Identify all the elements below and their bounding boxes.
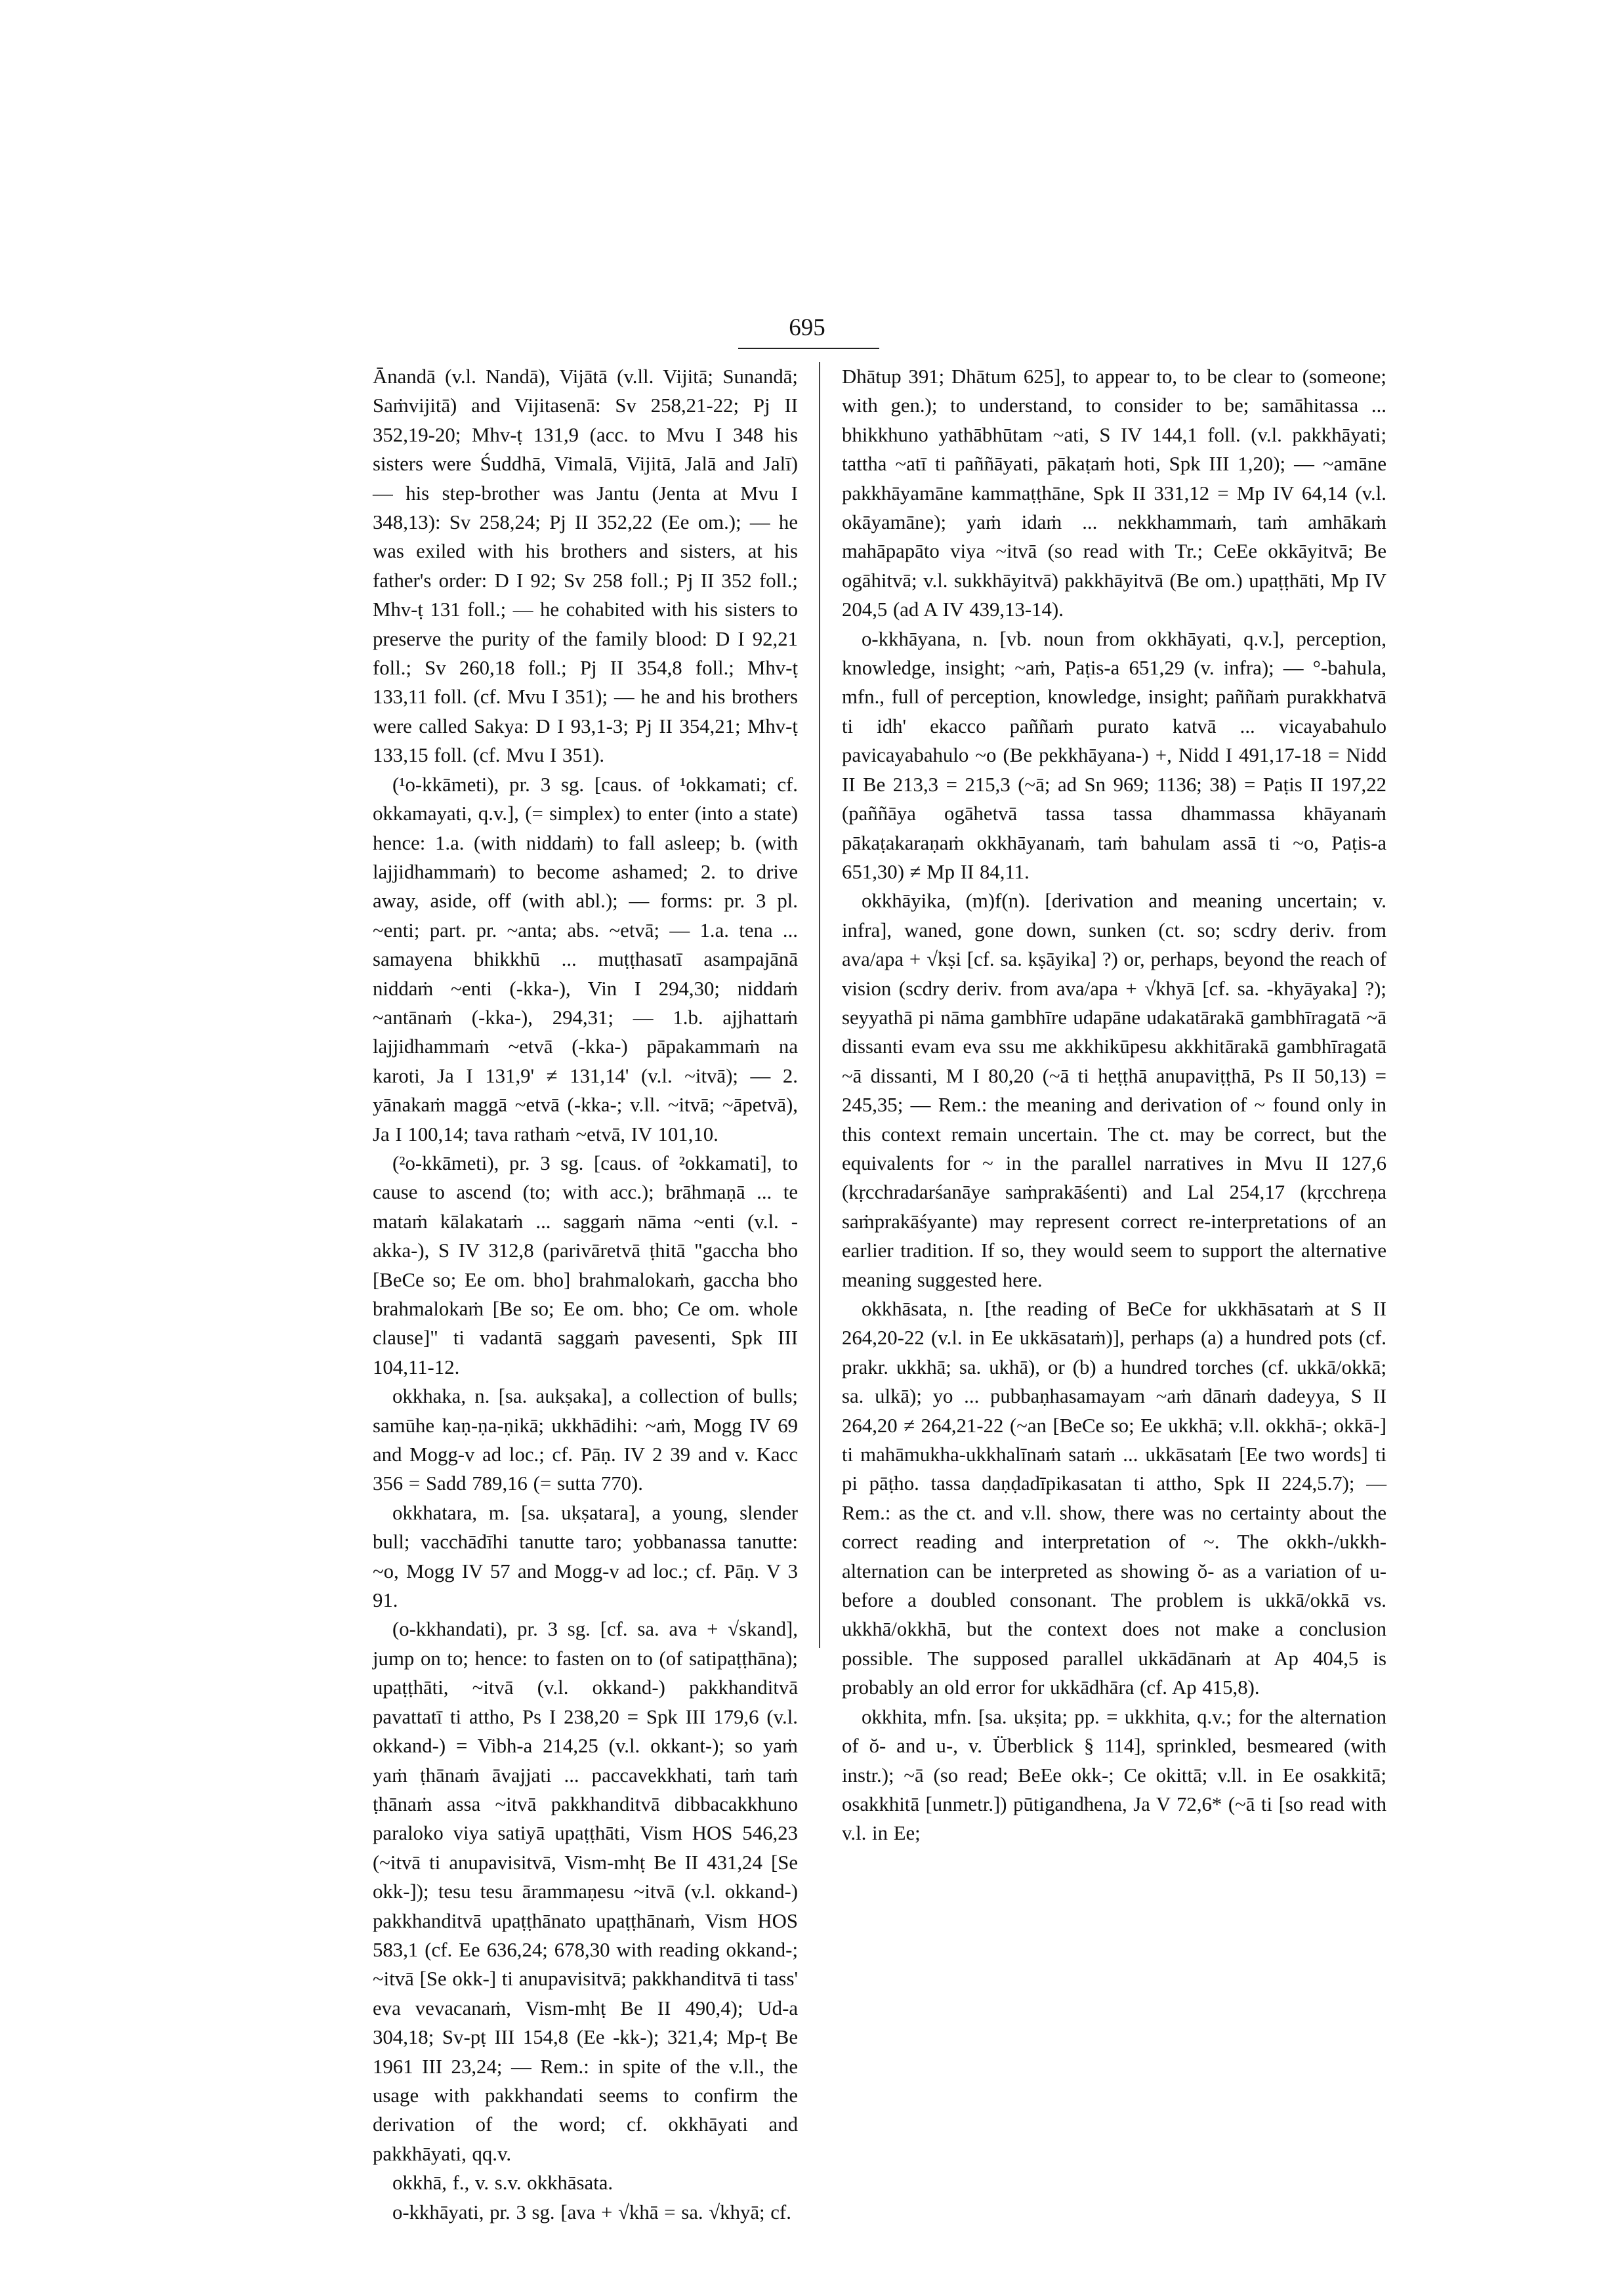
dictionary-entry-paragraph: okkhāsata, n. [the reading of BeCe for ukkhāsataṁ at S II 264,20-22 (v.l. in Ee ukkāsataṁ)], perhaps (a) a hundred pots (cf. prakr. ukkhā; sa. ukhā), or (b) a hundred torches (cf. ukkā/okkā; sa. ulkā); yo ... pubbaṇhasamayam ~aṁ dānaṁ dadeyya, S II 264,20 ≠ 264,21-22 (~an [BeCe so; Ee ukkhā; v.ll. okkhā-; okkā-] ti mahāmukha-ukkhalīnaṁ sataṁ ... ukkāsataṁ [Ee two words] ti pi pāṭho. tassa daṇḍadīpikasatan ti attho, Spk II 224,5.7); — Rem.: as the ct. and v.ll. show, there was no certainty about the correct reading and interpretation of ~. The okkh-/ukkh- alternation can be interpreted as showing ŏ- as a variation of u- before a doubled consonant. The problem is ukkā/okkā vs. ukkhā/okkhā, but the context does not make a conclusion possible. The supposed parallel ukkādānaṁ at Ap 404,5 is probably an old error for ukkādhāra (cf. Ap 415,8).: [842, 1298, 1386, 1699]
left-column: [373, 362, 798, 2227]
column-divider: [819, 362, 820, 1648]
dictionary-entry-paragraph: (¹o-kkāmeti), pr. 3 sg. [caus. of ¹okkamati; cf. okkamayati, q.v.], (= simplex) to enter (into a state) hence: 1.a. (with niddaṁ) to fall asleep; b. (with lajjidhammaṁ) to become ashamed; 2. to drive away, aside, off (with abl.); — forms: pr. 3 pl. ~enti; part. pr. ~anta; abs. ~etvā; — 1.a. tena ... samayena bhikkhū ... muṭṭhasatī asampajānā niddaṁ ~enti (-kka-), Vin I 294,30; niddaṁ ~antānaṁ (-kka-), 294,31; — 1.b. ajjhattaṁ lajjidhammaṁ ~etvā (-kka-) pāpakammaṁ na karoti, Ja I 131,9' ≠ 131,14' (v.l. ~itvā); — 2. yānakaṁ maggā ~etvā (-kka-; v.ll. ~itvā; ~āpetvā), Ja I 100,14; tava rathaṁ ~etvā, IV 101,10.: [373, 773, 798, 1146]
dictionary-entry-paragraph: okkhatara, m. [sa. ukṣatara], a young, slender bull; vacchādīhi tanutte taro; yobbanassa tanutte: ~o, Mogg IV 57 and Mogg-v ad loc.; cf. Pāṇ. V 3 91.: [373, 1501, 798, 1612]
page-number: 695: [789, 314, 825, 341]
dictionary-entry-paragraph: o-kkhāyati, pr. 3 sg. [ava + √khā = sa. √khyā; cf.: [392, 2201, 791, 2223]
right-column: [842, 362, 1386, 1848]
dictionary-entry-paragraph: okkhita, mfn. [sa. ukṣita; pp. = ukkhita, q.v.; for the alternation of ŏ- and u-, v. Überblick § 114], sprinkled, besmeared (with instr.); ~ā (so read; BeEe okk-; Ce okittā; v.ll. in Ee osakkitā; osakkhitā [unmetr.]) pūtigandhena, Ja V 72,6* (~ā ti [so read with v.l. in Ee;: [842, 1705, 1386, 1845]
dictionary-entry-paragraph: okkhāyika, (m)f(n). [derivation and meaning uncertain; v. infra], waned, gone down, sunken (ct. so; scdry deriv. from ava/apa + √kṣi [cf. sa. kṣāyika] ?) or, perhaps, beyond the reach of vision (scdry deriv. from ava/apa + √khyā [cf. sa. -khyāyaka] ?); seyyathā pi nāma gambhīre udapāne udakatārakā gambhīragatā ~ā dissanti evam eva ssu me akkhikūpesu akkhitārakā gambhīragatā ~ā dissanti, M I 80,20 (~ā ti heṭṭhā anupaviṭṭhā, Ps II 50,13) = 245,35; — Rem.: the meaning and derivation of ~ found only in this context remain uncertain. The ct. may be correct, but the equivalents for ~ in the parallel narratives in Mvu II 127,6 (kṛcchradarśanāye saṁprakāśenti) and Lal 254,17 (kṛcchreṇa saṁprakāśyante) may represent correct re-interpretations of an earlier tradition. If so, they would seem to support the alternative meaning suggested here.: [842, 890, 1386, 1291]
dictionary-entry-paragraph: (o-kkhandati), pr. 3 sg. [cf. sa. ava + √skand], jump on to; hence: to fasten on to (of satipaṭṭhāna); upaṭṭhāti, ~itvā (v.l. okkand-) pakkhanditvā pavattatī ti attho, Ps I 238,20 = Spk III 179,6 (v.l. okkand-) = Vibh-a 214,25 (v.l. okkant-); so yaṁ yaṁ ṭhānaṁ āvajjati ... paccavekkhati, taṁ taṁ ṭhānaṁ assa ~itvā pakkhanditvā dibbacakkhuno paraloko viya satiyā upaṭṭhāti, Vism HOS 546,23 (~itvā ti anupavisitvā, Vism-mhṭ Be II 431,24 [Se okk-]); tesu tesu ārammaṇesu ~itvā (v.l. okkand-) pakkhanditvā upaṭṭhānato upaṭṭhānaṁ, Vism HOS 583,1 (cf. Ee 636,24; 678,30 with reading okkand-; ~itvā [Se okk-] ti anupavisitvā; pakkhanditvā ti tass' eva vevacanaṁ, Vism-mhṭ Be II 490,4); Ud-a 304,18; Sv-pṭ III 154,8 (Ee -kk-); 321,4; Mp-ṭ Be 1961 III 23,24; — Rem.: in spite of the v.ll., the usage with pakkhandati seems to confirm the derivation of the word; cf. okkhāyati and pakkhāyati, qq.v.: [373, 1618, 798, 2165]
page-number-rule: [738, 348, 879, 349]
dictionary-entry-paragraph: okkhaka, n. [sa. aukṣaka], a collection of bulls; samūhe kaṇ-ṇa-ṇikā; ukkhādihi: ~aṁ, Mogg IV 69 and Mogg-v ad loc.; cf. Pāṇ. IV 2 39 and v. Kacc 356 = Sadd 789,16 (= sutta 770).: [373, 1385, 798, 1495]
dictionary-entry-paragraph: Dhātup 391; Dhātum 625], to appear to, to be clear to (someone; with gen.); to understand, to consider to be; samāhitassa ... bhikkhuno yathābhūtam ~ati, S IV 144,1 foll. (v.l. pakkhāyati; tattha ~atī ti paññāyati, pākaṭaṁ hoti, Spk III 1,20); — ~amāne pakkhāyamāne kammaṭṭhāne, Spk II 331,12 = Mp IV 64,14 (v.l. okāyamāne); yaṁ idaṁ ... nekkhammaṁ, taṁ amhākaṁ mahāpapāto viya ~itvā (so read with Tr.; CeEe okkāyitvā; Be ogāhitvā; v.l. sukkhāyitvā) pakkhāyitvā (Be om.) upaṭṭhāti, Mp IV 204,5 (ad A IV 439,13-14).: [842, 365, 1386, 621]
dictionary-entry-paragraph: o-kkhāyana, n. [vb. noun from okkhāyati, q.v.], perception, knowledge, insight; ~aṁ, Paṭis-a 651,29 (v. infra); — °-bahula, mfn., full of perception, knowledge, insight; paññaṁ purakkhatvā ti idh' ekacco paññaṁ purato katvā ... vicayabahulo pavicayabahulo ~o (Be pekkhāyana-) +, Nidd I 491,17-18 = Nidd II Be 213,3 = 215,3 (~ā; ad Sn 969; 1136; 38) = Paṭis II 197,22 (paññāya ogāhetvā tassa tassa dhammassa khāyanaṁ pākaṭakaraṇaṁ okkhāyanaṁ, taṁ bahulam assā ti ~o, Paṭis-a 651,30) ≠ Mp II 84,11.: [842, 627, 1386, 883]
dictionary-entry-paragraph: Ānandā (v.l. Nandā), Vijātā (v.ll. Vijitā; Sunandā; Saṁvijitā) and Vijitasenā: Sv 258,21-22; Pj II 352,19-20; Mhv-ṭ 131,9 (acc. to Mvu I 348 his sisters were Śuddhā, Vimalā, Vijitā, Jalā and Jalī) — his step-brother was Jantu (Jenta at Mvu I 348,13): Sv 258,24; Pj II 352,22 (Ee om.); — he was exiled with his brothers and sisters, at his father's order: D I 92; Sv 258 foll.; Pj II 352 foll.; Mhv-ṭ 131 foll.; — he cohabited with his sisters to preserve the purity of the family blood: D I 92,21 foll.; Sv 260,18 foll.; Pj II 354,8 foll.; Mhv-ṭ 133,11 foll. (cf. Mvu I 351); — he and his brothers were called Sakya: D I 93,1-3; Pj II 354,21; Mhv-ṭ 133,15 foll. (cf. Mvu I 351).: [373, 365, 798, 767]
dictionary-entry-paragraph: okkhā, f., v. s.v. okkhāsata.: [392, 2172, 614, 2195]
dictionary-entry-paragraph: (²o-kkāmeti), pr. 3 sg. [caus. of ²okkamati], to cause to ascend (to; with acc.); brāhmaṇā ... te mataṁ kālakataṁ ... saggaṁ nāma ~enti (v.l. -akka-), S IV 312,8 (parivāretvā ṭhitā "gaccha bho [BeCe so; Ee om. bho] brahmalokaṁ, gaccha bho brahmalokaṁ [Be so; Ee om. bho; Ce om. whole clause]" ti vadantā saggaṁ pavesenti, Spk III 104,11-12.: [373, 1151, 798, 1378]
